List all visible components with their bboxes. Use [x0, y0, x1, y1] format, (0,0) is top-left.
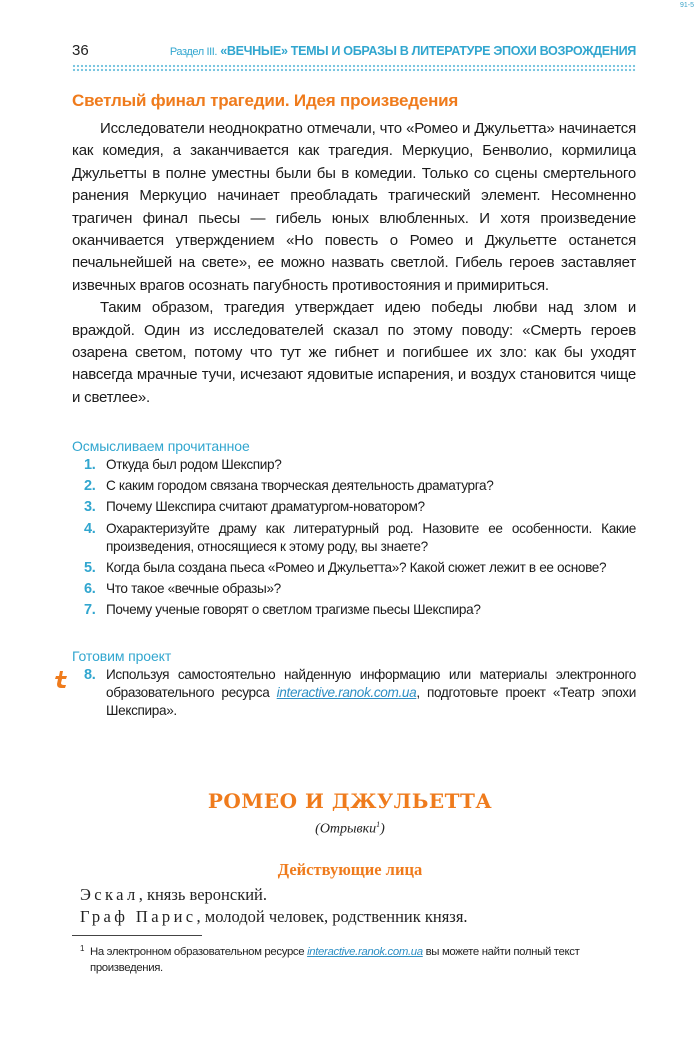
- project-resource-link[interactable]: interactive.ranok.com.ua: [276, 685, 417, 701]
- cast-name: Граф Парис: [80, 907, 197, 926]
- question-text: Когда была создана пьеса «Ромео и Джульетта»? Какой сюжет лежит в ее основе?: [106, 560, 607, 576]
- questions-heading: Осмысливаем прочитанное: [72, 438, 250, 454]
- play-subtitle: [0, 820, 700, 838]
- question-item: [78, 498, 636, 516]
- question-text: Почему ученые говорят о светлом трагизме пьесы Шекспира?: [106, 602, 481, 618]
- paragraph-2: Таким образом, трагедия утверждает идею победы любви над злом и враждой. Один из исследователей сказал по этому поводу: «Смерть героев озарена светом, потому что тут же гибнет и погибшее их зло: как бы уходят навсегда мрачные тучи, исчезают ядовитые испарения, и воздух становится чище и светлее».: [72, 299, 636, 406]
- question-number: 5.: [84, 560, 96, 577]
- question-number: 2.: [84, 478, 96, 495]
- running-header: [150, 44, 636, 58]
- article-body: [72, 118, 636, 409]
- footnote-mark: 1: [80, 944, 85, 953]
- header-dotted-rule: [72, 64, 636, 73]
- question-item: [78, 456, 636, 474]
- footnote-rule: [72, 935, 202, 936]
- project-text-before: Используя самостоятельно найденную информацию или материалы электронного образовательного ресурса: [106, 667, 636, 701]
- header-section-title: «ВЕЧНЫЕ» ТЕМЫ И ОБРАЗЫ В ЛИТЕРАТУРЕ ЭПОХИ ВОЗРОЖДЕНИЯ: [220, 44, 636, 58]
- play-subtitle-close: ): [380, 821, 385, 837]
- cast-description: , молодой человек, родственник князя.: [196, 907, 468, 926]
- page-number: 36: [72, 42, 89, 59]
- question-number: 4.: [84, 520, 96, 537]
- project-item: [78, 666, 636, 721]
- play-title: РОМЕО И ДЖУЛЬЕТТА: [207, 789, 493, 813]
- paragraph-1: Исследователи неоднократно отмечали, что «Ромео и Джульетта» начинается как комедия, а заканчивается как трагедия. Меркуцио, Бенволио, кормилица Джульетты в полне уместны были бы в комедии. Только со сцены смертельного ранения Меркуцио начинает преобладать трагический элемент. Несомненно трагичен финал пьесы — гибель юных влюбленных. И хотя произведение оканчивается утверждением «Но повесть о Ромео и Джульетте останется печальнейшей на свете», ее можно назвать светлой. Гибель героев заставляет извечных врагов осознать пагубность противостояния и примириться.: [72, 120, 636, 294]
- play-subtitle-text: (Отрывки: [315, 821, 377, 837]
- section-heading: Светлый финал трагедии. Идея произведения: [72, 91, 459, 110]
- project-icon: [54, 669, 70, 689]
- question-text: Почему Шекспира считают драматургом-новатором?: [106, 499, 425, 515]
- question-number: 1.: [84, 457, 96, 473]
- question-text: Откуда был родом Шекспир?: [106, 457, 282, 472]
- footnote-text-before: На электронном образовательном ресурсе: [90, 946, 308, 958]
- question-item: [78, 580, 636, 598]
- project-list: [78, 666, 636, 721]
- cast-line: [80, 907, 468, 927]
- question-number: 3.: [84, 499, 96, 516]
- play-subtitle-footnote-mark: 1: [376, 820, 381, 829]
- header-section-label: Раздел III.: [169, 46, 218, 58]
- question-text: С каким городом связана творческая деятельность драматурга?: [106, 478, 494, 494]
- question-item: [78, 601, 636, 619]
- cast-description: , князь веронский.: [138, 885, 268, 904]
- footnote: [80, 944, 636, 976]
- footnote-resource-link[interactable]: interactive.ranok.com.ua: [307, 946, 423, 958]
- footnote-text-after: вы можете найти полный текст произведения.: [90, 946, 580, 974]
- question-text: Охарактеризуйте драму как литературный род. Назовите ее особенности. Какие произведения, относящиеся к этому роду, вы знаете?: [106, 520, 636, 554]
- project-heading: Готовим проект: [72, 648, 172, 664]
- cast-heading: Действующие лица: [277, 860, 423, 879]
- question-item: [78, 477, 636, 495]
- project-text-after: , подготовьте проект «Театр эпохи Шекспира».: [106, 685, 636, 719]
- question-item: [78, 520, 636, 556]
- questions-list: [78, 456, 636, 620]
- question-text: Что такое «вечные образы»?: [106, 581, 281, 597]
- corner-mark: 91-5: [679, 2, 694, 9]
- project-number: 8.: [84, 667, 96, 683]
- question-number: 6.: [84, 581, 96, 598]
- question-number: 7.: [84, 602, 96, 619]
- cast-line: [80, 885, 267, 905]
- cast-name: Эскал: [80, 885, 139, 904]
- question-item: [78, 559, 636, 577]
